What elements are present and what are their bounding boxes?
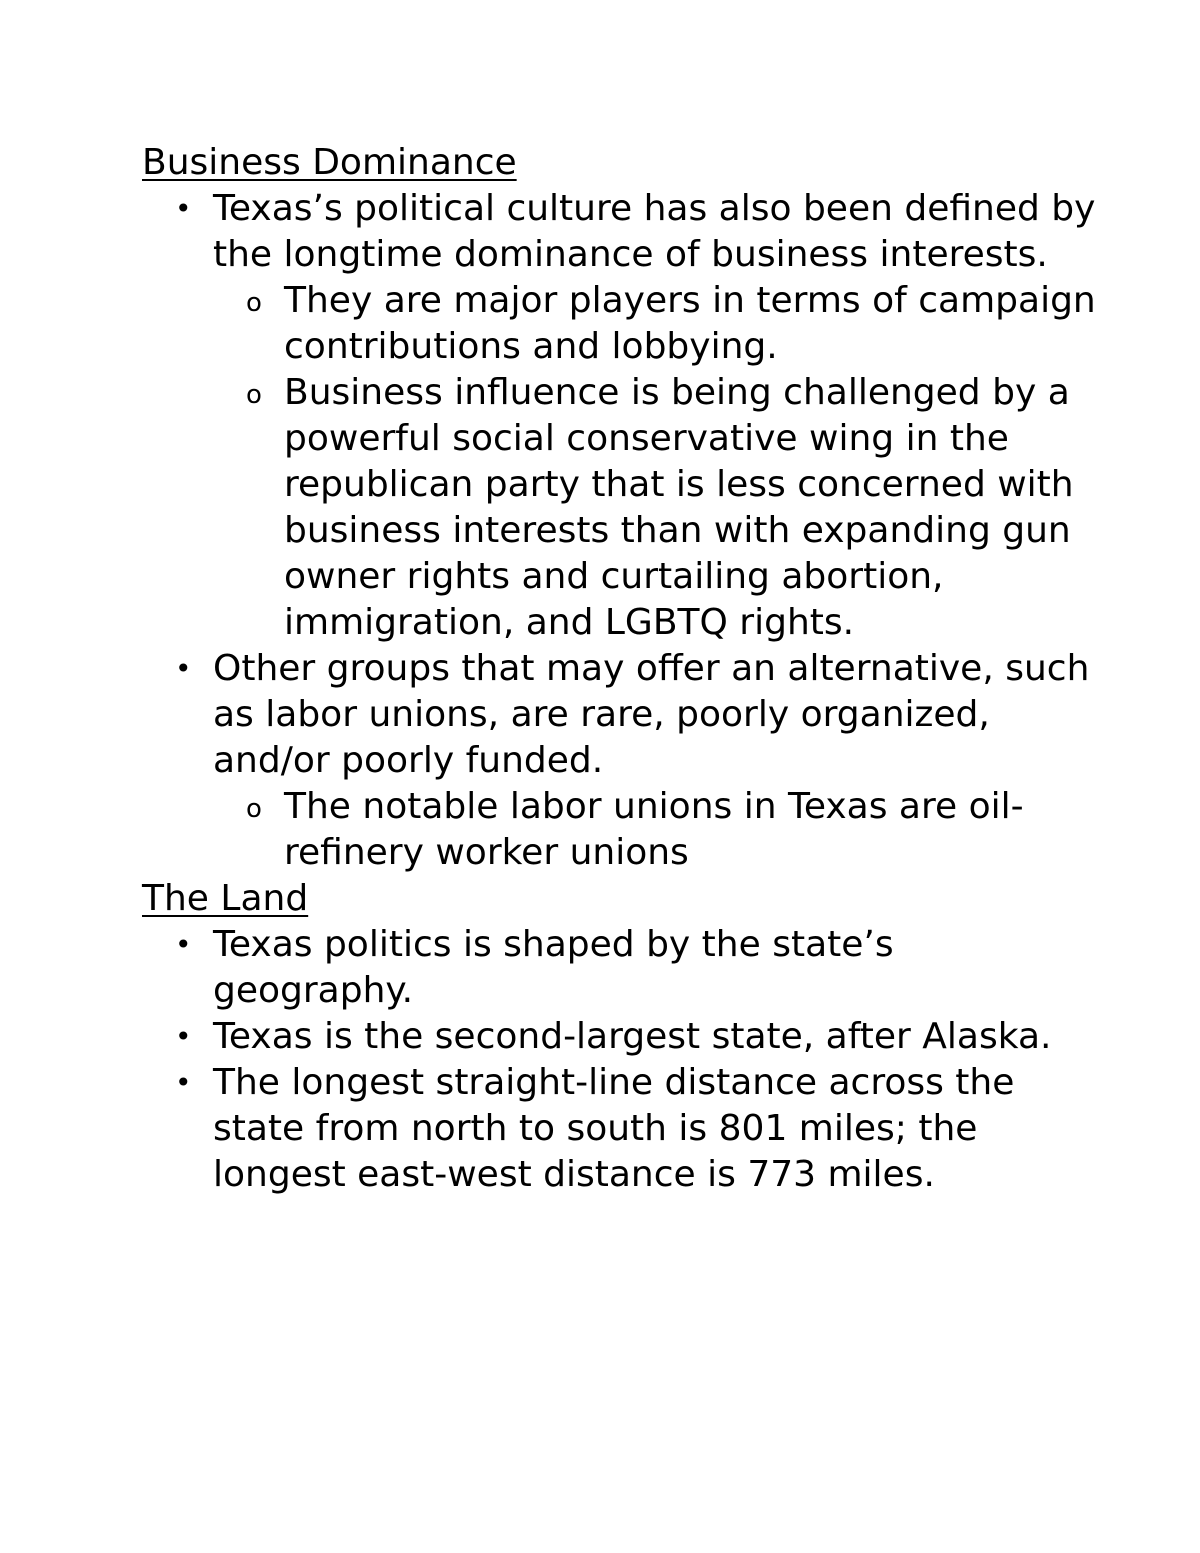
list-item-text: The longest straight-line distance across the state from north to south is 801 miles; the longest east-west distance is 773 miles.: [213, 1062, 1015, 1195]
bullet-list: [142, 186, 1102, 876]
bullet-dot-icon: •: [175, 928, 192, 961]
bullet-dot-icon: •: [175, 192, 192, 225]
list-item: [142, 1060, 1102, 1198]
sub-list-item-text: The notable labor unions in Texas are oil-refinery worker unions: [284, 786, 1024, 873]
list-item: [142, 186, 1102, 646]
bullet-dot-icon: •: [175, 652, 192, 685]
bullet-dot-icon: •: [175, 1066, 192, 1099]
sub-list-item: [213, 370, 1102, 646]
section-business-dominance: [142, 140, 1102, 876]
sub-list-item: [213, 278, 1102, 370]
section-the-land: [142, 876, 1102, 1198]
document-page: [142, 140, 1102, 1198]
sub-bullet-list: [213, 278, 1102, 646]
list-item-text: Texas is the second-largest state, after Alaska.: [213, 1016, 1052, 1057]
section-heading: Business Dominance: [142, 142, 517, 183]
list-item-text: Texas’s political culture has also been defined by the longtime dominance of business interests.: [213, 188, 1096, 275]
sub-list-item-text: They are major players in terms of campaign contributions and lobbying.: [284, 280, 1096, 367]
bullet-dot-icon: •: [175, 1020, 192, 1053]
bullet-list: [142, 922, 1102, 1198]
section-heading: The Land: [142, 878, 309, 919]
sub-list-item: [213, 784, 1102, 876]
list-item-text: Other groups that may offer an alternative, such as labor unions, are rare, poorly organized, and/or poorly funded.: [213, 648, 1090, 781]
list-item: [142, 646, 1102, 876]
sub-list-item-text: Business influence is being challenged by a powerful social conservative wing in the republican party that is less concerned with business interests than with expanding gun owner rights and curtailing abortion, immigration, and LGBTQ rights.: [284, 372, 1074, 643]
list-item-text: Texas politics is shaped by the state’s geography.: [213, 924, 894, 1011]
bullet-circle-icon: o: [246, 380, 262, 410]
bullet-circle-icon: o: [246, 794, 262, 824]
bullet-circle-icon: o: [246, 288, 262, 318]
list-item: [142, 922, 1102, 1014]
list-item: [142, 1014, 1102, 1060]
sub-bullet-list: [213, 784, 1102, 876]
